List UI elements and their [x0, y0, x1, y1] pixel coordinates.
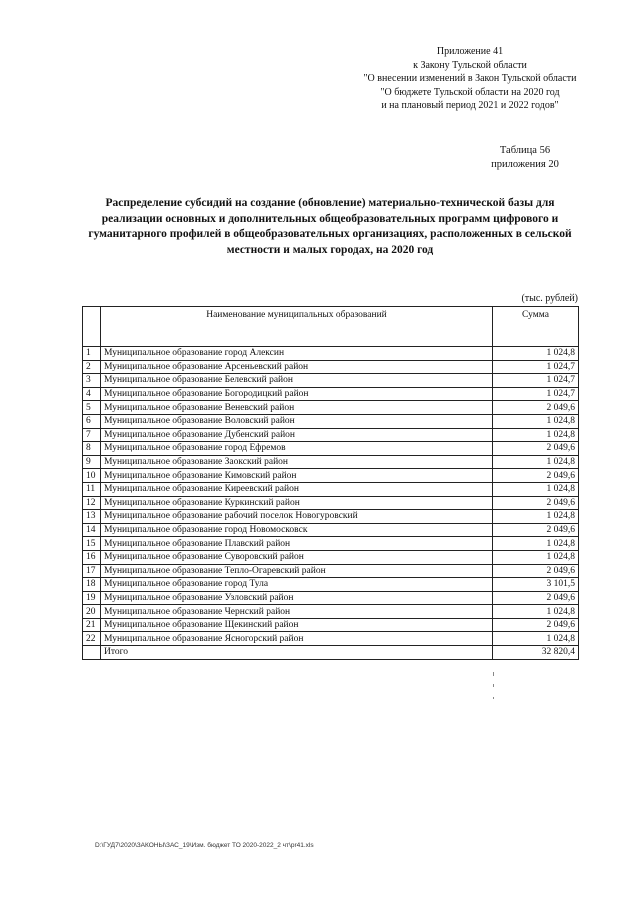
municipality-name: Муниципальное образование Воловский район — [101, 414, 493, 428]
table-number: Таблица 56 — [499, 145, 551, 156]
row-number: 10 — [83, 469, 101, 483]
subsidy-amount: 2 049,6 — [493, 442, 579, 456]
subsidy-amount: 1 024,7 — [493, 387, 579, 401]
file-path-footer: D:\ГУД7\2020\ЗАКОНЫ\ЗАС_19\Изм. бюджет ТО 2020-2022_2 чт\pr41.xls — [95, 842, 314, 849]
row-number: 20 — [83, 605, 101, 619]
table-row — [83, 550, 579, 564]
municipality-name: Муниципальное образование Чернский район — [101, 605, 493, 619]
municipality-name: Муниципальное образование Белевский район — [101, 374, 493, 388]
subsidy-amount: 1 024,8 — [493, 482, 579, 496]
row-number: 5 — [83, 401, 101, 415]
row-number: 11 — [83, 482, 101, 496]
table-row — [83, 591, 579, 605]
table-row — [83, 523, 579, 537]
municipality-name: Муниципальное образование Богородицкий район — [101, 387, 493, 401]
subsidy-amount: 1 024,8 — [493, 632, 579, 646]
row-number: 15 — [83, 537, 101, 551]
law-title-line-2: "О бюджете Тульской области на 2020 год — [380, 86, 560, 98]
row-number: 17 — [83, 564, 101, 578]
scan-mark — [493, 697, 494, 699]
municipality-name: Муниципальное образование Арсеньевский район — [101, 360, 493, 374]
subsidy-amount: 1 024,8 — [493, 510, 579, 524]
header-sum: Сумма — [493, 307, 579, 347]
row-number: 13 — [83, 510, 101, 524]
subsidy-amount: 1 024,8 — [493, 537, 579, 551]
municipality-name: Муниципальное образование город Новомосковск — [101, 523, 493, 537]
table-row — [83, 442, 579, 456]
subsidy-amount: 2 049,6 — [493, 496, 579, 510]
total-num — [83, 646, 101, 660]
row-number: 16 — [83, 550, 101, 564]
subsidy-amount: 2 049,6 — [493, 523, 579, 537]
table-row — [83, 387, 579, 401]
row-number: 22 — [83, 632, 101, 646]
table-row — [83, 537, 579, 551]
row-number: 8 — [83, 442, 101, 456]
municipality-name: Муниципальное образование Тепло-Огаревский район — [101, 564, 493, 578]
table-body — [83, 347, 579, 646]
municipality-name: Муниципальное образование Плавский район — [101, 537, 493, 551]
row-number: 6 — [83, 414, 101, 428]
municipality-name: Муниципальное образование город Ефремов — [101, 442, 493, 456]
table-row — [83, 496, 579, 510]
subsidy-amount: 1 024,8 — [493, 550, 579, 564]
subsidy-amount: 1 024,7 — [493, 360, 579, 374]
law-title-line-3: и на плановый период 2021 и 2022 годов" — [381, 100, 559, 111]
table-row — [83, 605, 579, 619]
row-number: 21 — [83, 618, 101, 632]
appendix-reference: приложения 20 — [491, 159, 559, 170]
scan-mark — [493, 684, 494, 687]
law-reference: к Закону Тульской области — [413, 59, 527, 71]
subsidy-amount: 1 024,8 — [493, 347, 579, 361]
municipality-name: Муниципальное образование город Тула — [101, 578, 493, 592]
document-title: Распределение субсидий на создание (обновление) материально-технической базы для реализации основных и дополнительных общеобразовательных программ цифрового и гуманитарного профилей в общеобразовательных организациях, расположенных в сельской местности и малых городах, на 2020 год — [88, 197, 572, 256]
table-row — [83, 428, 579, 442]
municipality-name: Муниципальное образование Щекинский район — [101, 618, 493, 632]
municipality-name: Муниципальное образование город Алексин — [101, 347, 493, 361]
subsidy-amount: 2 049,6 — [493, 591, 579, 605]
municipality-name: Муниципальное образование Суворовский район — [101, 550, 493, 564]
municipality-name: Муниципальное образование Дубенский район — [101, 428, 493, 442]
subsidy-amount: 1 024,7 — [493, 374, 579, 388]
subsidy-amount: 1 024,8 — [493, 455, 579, 469]
row-number: 12 — [83, 496, 101, 510]
appendix-number: Приложение 41 — [436, 46, 504, 57]
subsidy-amount: 2 049,6 — [493, 564, 579, 578]
subsidy-amount: 1 024,8 — [493, 414, 579, 428]
law-title-line-1: "О внесении изменений в Закон Тульской области — [363, 73, 577, 84]
municipality-name: Муниципальное образование Ясногорский район — [101, 632, 493, 646]
municipality-name: Муниципальное образование рабочий поселок Новогуровский — [101, 510, 493, 524]
table-header-row — [83, 307, 579, 347]
row-number: 14 — [83, 523, 101, 537]
row-number: 9 — [83, 455, 101, 469]
table-row — [83, 401, 579, 415]
subsidy-amount: 2 049,6 — [493, 618, 579, 632]
subsidy-amount: 2 049,6 — [493, 401, 579, 415]
row-number: 19 — [83, 591, 101, 605]
table-row — [83, 374, 579, 388]
municipality-name: Муниципальное образование Узловский район — [101, 591, 493, 605]
units-label: (тыс. рублей) — [521, 293, 578, 304]
header-num — [83, 307, 101, 347]
subsidy-amount: 1 024,8 — [493, 605, 579, 619]
row-number: 7 — [83, 428, 101, 442]
subsidy-table — [82, 306, 579, 660]
scan-mark — [493, 672, 494, 676]
municipality-name: Муниципальное образование Веневский район — [101, 401, 493, 415]
subsidy-amount: 1 024,8 — [493, 428, 579, 442]
row-number: 2 — [83, 360, 101, 374]
table-row — [83, 360, 579, 374]
table-row — [83, 578, 579, 592]
subsidy-amount: 2 049,6 — [493, 469, 579, 483]
table-row — [83, 510, 579, 524]
table-row — [83, 455, 579, 469]
table-row — [83, 632, 579, 646]
table-row — [83, 347, 579, 361]
municipality-name: Муниципальное образование Куркинский район — [101, 496, 493, 510]
total-label: Итого — [101, 646, 493, 660]
table-row — [83, 618, 579, 632]
total-sum: 32 820,4 — [493, 646, 579, 660]
municipality-name: Муниципальное образование Заокский район — [101, 455, 493, 469]
row-number: 4 — [83, 387, 101, 401]
municipality-name: Муниципальное образование Киреевский район — [101, 482, 493, 496]
table-row — [83, 469, 579, 483]
municipality-name: Муниципальное образование Кимовский район — [101, 469, 493, 483]
table-row — [83, 414, 579, 428]
row-number: 1 — [83, 347, 101, 361]
table-row — [83, 482, 579, 496]
total-row — [83, 646, 579, 660]
row-number: 3 — [83, 374, 101, 388]
table-reference — [470, 144, 580, 172]
row-number: 18 — [83, 578, 101, 592]
appendix-header — [360, 45, 580, 113]
header-name: Наименование муниципальных образований — [101, 307, 493, 347]
table-row — [83, 564, 579, 578]
subsidy-amount: 3 101,5 — [493, 578, 579, 592]
